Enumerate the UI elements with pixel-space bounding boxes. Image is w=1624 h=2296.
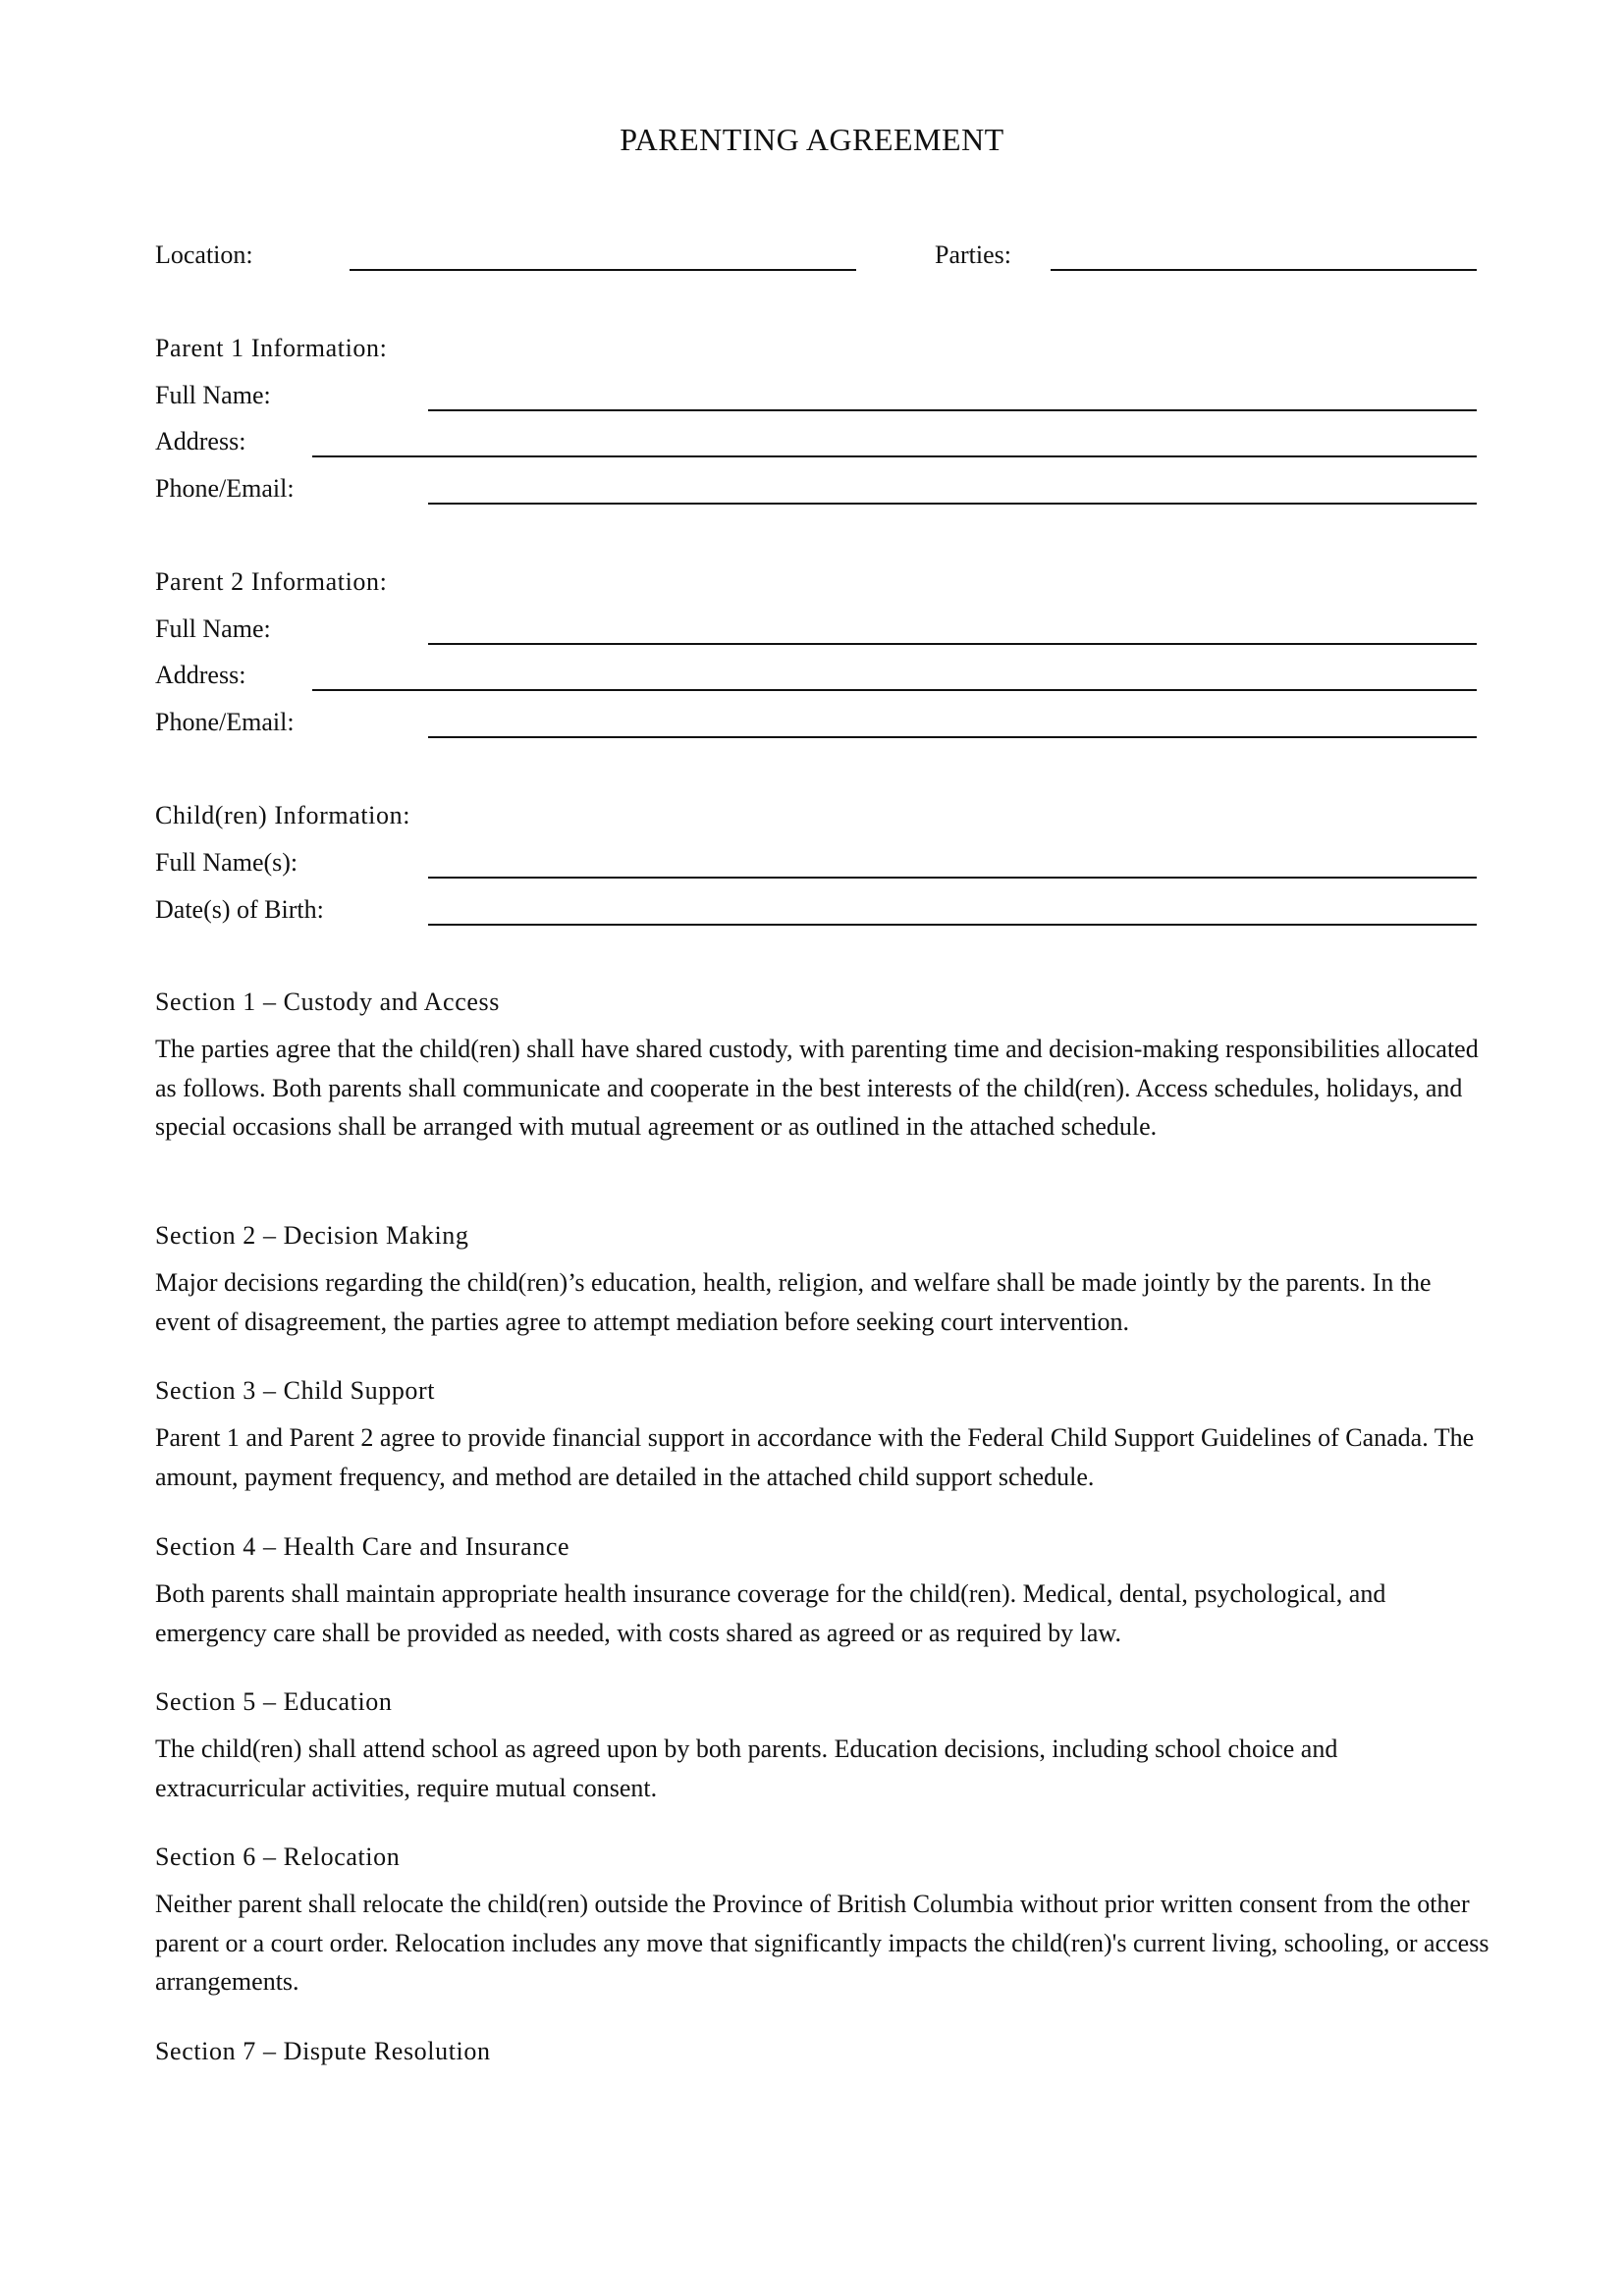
parent2-address-label: Address: [155, 661, 246, 689]
section-5-body: The child(ren) shall attend school as agreed upon by both parents. Education decisions, including school choice and extracurricular activities, require mutual consent. [155, 1735, 1338, 1802]
children-heading: Child(ren) Information: [155, 801, 411, 829]
section-2-body: Major decisions regarding the child(ren)’s education, health, religion, and welfare shall be made jointly by the parents. In the event of disagreement, the parties agree to attempt mediation before seeking court intervention. [155, 1268, 1432, 1336]
section-3-heading: Section 3 – Child Support [155, 1376, 436, 1405]
section-1-heading: Section 1 – Custody and Access [155, 988, 500, 1016]
section-3-body: Parent 1 and Parent 2 agree to provide financial support in accordance with the Federal Child Support Guidelines of Canada. The amount, payment frequency, and method are detailed in the attached child support schedule. [155, 1423, 1475, 1491]
children-dob-label: Date(s) of Birth: [155, 895, 324, 924]
parent1-contact-label: Phone/Email: [155, 474, 295, 503]
parent2-full-name-label: Full Name: [155, 614, 271, 643]
section-2-heading: Section 2 – Decision Making [155, 1221, 469, 1250]
children-names-label: Full Name(s): [155, 848, 298, 877]
parent2-full-name-field[interactable] [428, 643, 1477, 645]
parent1-contact-field[interactable] [428, 503, 1477, 505]
parent2-contact-label: Phone/Email: [155, 708, 295, 736]
parent2-heading: Parent 2 Information: [155, 567, 388, 596]
children-dob-field[interactable] [428, 924, 1477, 926]
section-4-body: Both parents shall maintain appropriate health insurance coverage for the child(ren). Medical, dental, psychological, and emergency care shall be provided as needed, with costs shared as agreed or as required by law. [155, 1579, 1386, 1647]
section-1-body: The parties agree that the child(ren) shall have shared custody, with parenting time and decision-making responsibilities allocated as follows. Both parents shall communicate and cooperate in the best interests of the child(ren). Access schedules, holidays, and special occasions shall be arranged with mutual agreement or as outlined in the attached schedule. [155, 1035, 1479, 1141]
section-4-heading: Section 4 – Health Care and Insurance [155, 1532, 570, 1561]
section-5-heading: Section 5 – Education [155, 1687, 393, 1716]
parent1-address-label: Address: [155, 427, 246, 455]
location-label: Location: [155, 240, 253, 269]
document-title: PARENTING AGREEMENT [620, 122, 1004, 157]
parties-field[interactable] [1051, 269, 1477, 271]
parent2-contact-field[interactable] [428, 736, 1477, 738]
section-7-heading: Section 7 – Dispute Resolution [155, 2037, 491, 2065]
parent1-heading: Parent 1 Information: [155, 334, 388, 362]
parent2-address-field[interactable] [312, 689, 1477, 691]
section-6-heading: Section 6 – Relocation [155, 1842, 401, 1871]
location-field[interactable] [350, 269, 856, 271]
parent1-address-field[interactable] [312, 455, 1477, 457]
parent1-full-name-field[interactable] [428, 409, 1477, 411]
parties-label: Parties: [935, 240, 1011, 269]
section-6-body: Neither parent shall relocate the child(ren) outside the Province of British Columbia without prior written consent from the other parent or a court order. Relocation includes any move that significantly impacts the child(ren)'s current living, schooling, or access arrangements. [155, 1890, 1489, 1996]
parent1-full-name-label: Full Name: [155, 381, 271, 409]
children-names-field[interactable] [428, 877, 1477, 879]
